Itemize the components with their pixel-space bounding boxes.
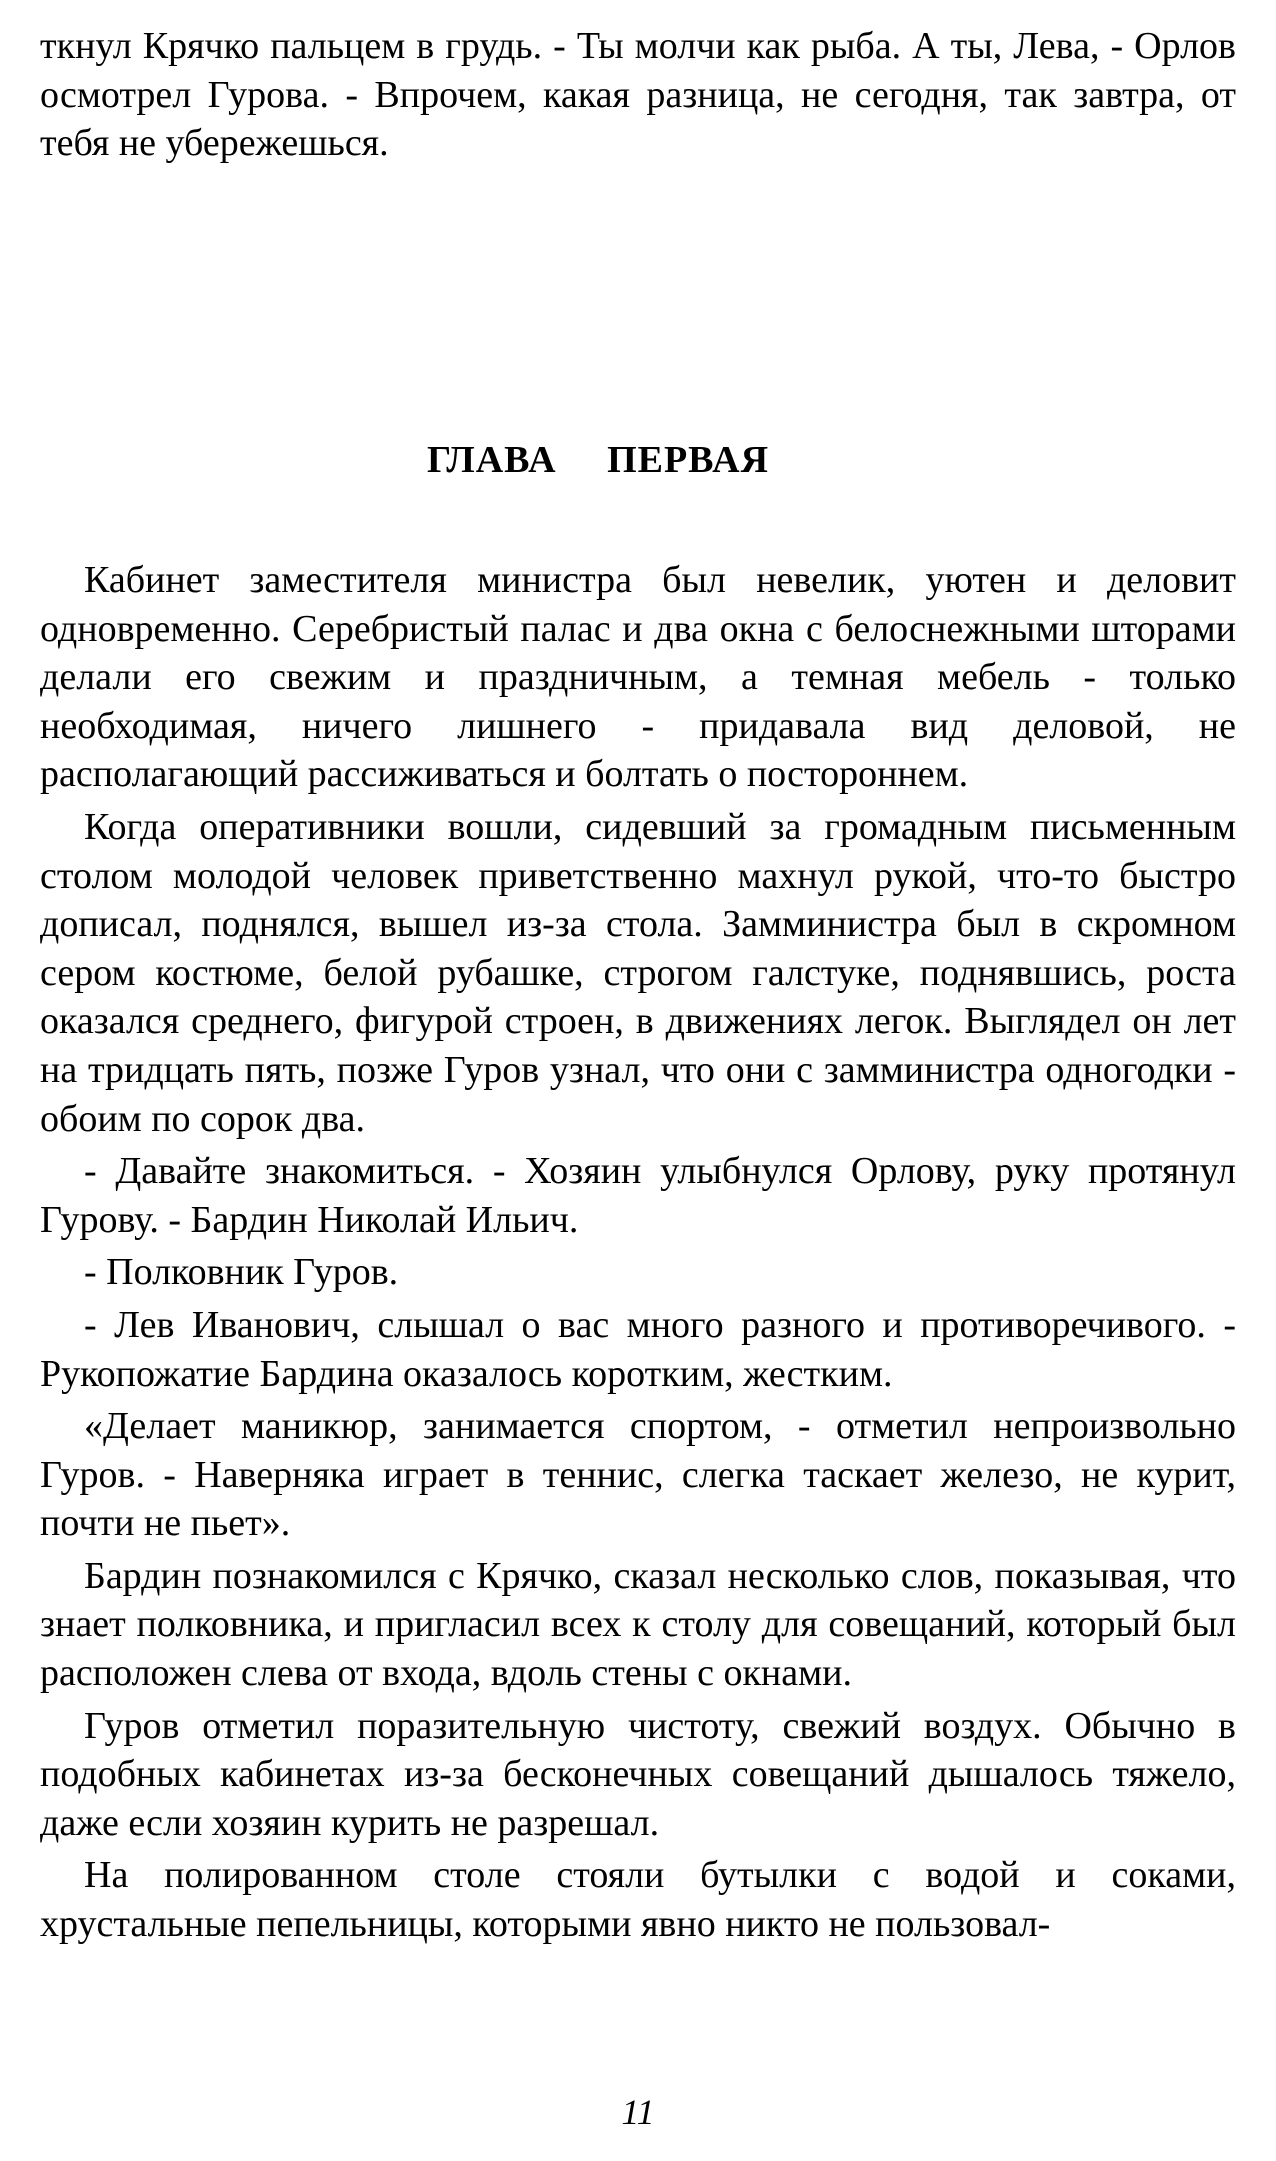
paragraph-5: - Лев Иванович, слышал о вас много разного и противоречивого. - Рукопожатие Бардина оказалось коротким, жестким. (40, 1303, 1236, 1395)
chapter-title: ГЛАВА ПЕРВАЯ (426, 439, 770, 481)
paragraph-7: Бардин познакомился с Крячко, сказал несколько слов, показывая, что знает полковника, и пригласил всех к столу для совещаний, который был расположен слева от входа, вдоль стены с окнами. (40, 1554, 1236, 1695)
page-number: 11 (621, 2092, 655, 2132)
paragraph-1: Кабинет заместителя министра был невелик, уютен и деловит одновременно. Серебристый палас и два окна с белоснежными шторами делали его свежим и праздничным, а темная мебель - только необходимая, ничего лишнего - придавала вид деловой, не располагающий рассиживаться и болтать о постороннем. (40, 559, 1236, 796)
paragraph-9: На полированном столе стояли бутылки с водой и соками, хрустальные пепельницы, которыми явно никто не пользовал- (40, 1854, 1236, 1946)
paragraph-6: «Делает маникюр, занимается спортом, - отметил непроизвольно Гуров. - Наверняка играет в теннис, слегка таскает железо, не курит, почти не пьет». (40, 1405, 1236, 1545)
intro-paragraph: ткнул Крячко пальцем в грудь. - Ты молчи как рыба. А ты, Лева, - Орлов осмотрел Гурова. - Впрочем, какая разница, не сегодня, так завтра, от тебя не убережешься. (40, 25, 1236, 165)
paragraph-8: Гуров отметил поразительную чистоту, свежий воздух. Обычно в подобных кабинетах из-за бесконечных совещаний дышалось тяжело, даже если хозяин курить не разрешал. (40, 1704, 1236, 1844)
paragraph-2: Когда оперативники вошли, сидевший за громадным письменным столом молодой человек приветственно махнул рукой, что-то быстро дописал, поднялся, вышел из-за стола. Замминистра был в скромном сером костюме, белой рубашке, строгом галстуке, поднявшись, роста оказался среднего, фигурой строен, в движениях легок. Выглядел он лет на тридцать пять, позже Гуров узнал, что они с замминистра одногодки - обоим по сорок два. (40, 805, 1236, 1140)
paragraph-3: - Давайте знакомиться. - Хозяин улыбнулся Орлову, руку протянул Гурову. - Бардин Николай Ильич. (40, 1150, 1236, 1241)
book-page (40, 22, 1236, 168)
chapter-body (40, 556, 1236, 1949)
paragraph-4: - Полковник Гуров. (84, 1251, 399, 1294)
